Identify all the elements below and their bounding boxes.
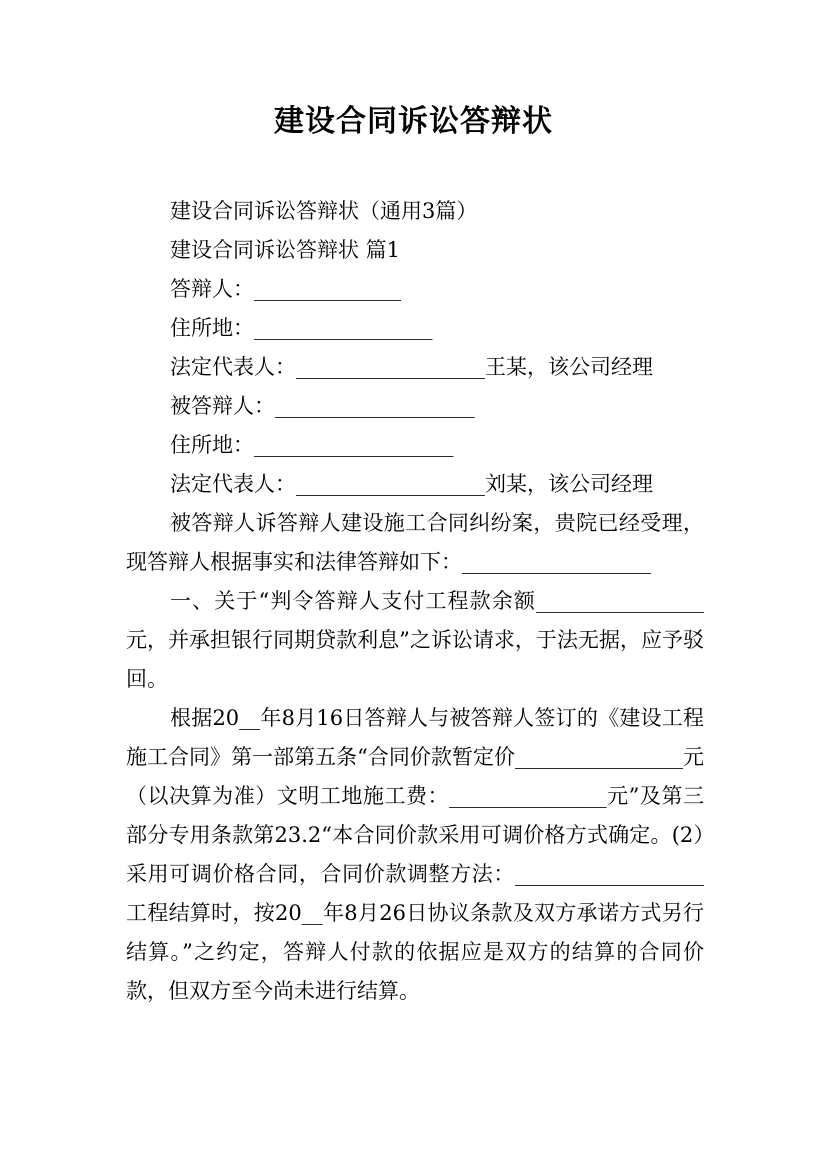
section-heading: 建设合同诉讼答辩状 篇1 xyxy=(170,238,401,262)
document-title: 建设合同诉讼答辩状 xyxy=(274,104,553,139)
document-body xyxy=(126,192,704,1011)
respondent-address-line: 住所地：_________________ xyxy=(170,316,433,340)
point-one-paragraph: 一、关于“判令答辩人支付工程款余额________________元，并承担银行同期贷款利息”之诉讼请求，于法无据，应予驳回。 xyxy=(126,589,704,691)
respondent-line: 答辩人：______________ xyxy=(170,277,401,301)
plaintiff-legal-rep-line: 法定代表人：__________________刘某，该公司经理 xyxy=(170,472,653,496)
respondent-legal-rep-line: 法定代表人：__________________王某，该公司经理 xyxy=(170,355,653,379)
contract-basis-paragraph: 根据20__年8月16日答辩人与被答辩人签订的《建设工程施工合同》第一部第五条“合同价款暂定价________________元（以决算为准）文明工地施工费：_______________元”及第三部分专用条款第23.2“本合同价款采用可调价格方式确定。(2）采用可调价格合同，合同价款调整方法：__________________工程结算时，按20__年8月26日协议条款及双方承诺方式另行结算。”之约定，答辩人付款的依据应是双方的结算的合同价款，但双方至今尚未进行结算。 xyxy=(126,706,704,1003)
plaintiff-address-line: 住所地：___________________ xyxy=(170,433,454,457)
intro-paragraph: 被答辩人诉答辩人建设施工合同纠纷案，贵院已经受理，现答辩人根据事实和法律答辩如下：__________________ xyxy=(126,511,704,574)
subtitle-line: 建设合同诉讼答辩状（通用3篇） xyxy=(170,199,478,223)
plaintiff-line: 被答辩人：___________________ xyxy=(170,394,475,418)
